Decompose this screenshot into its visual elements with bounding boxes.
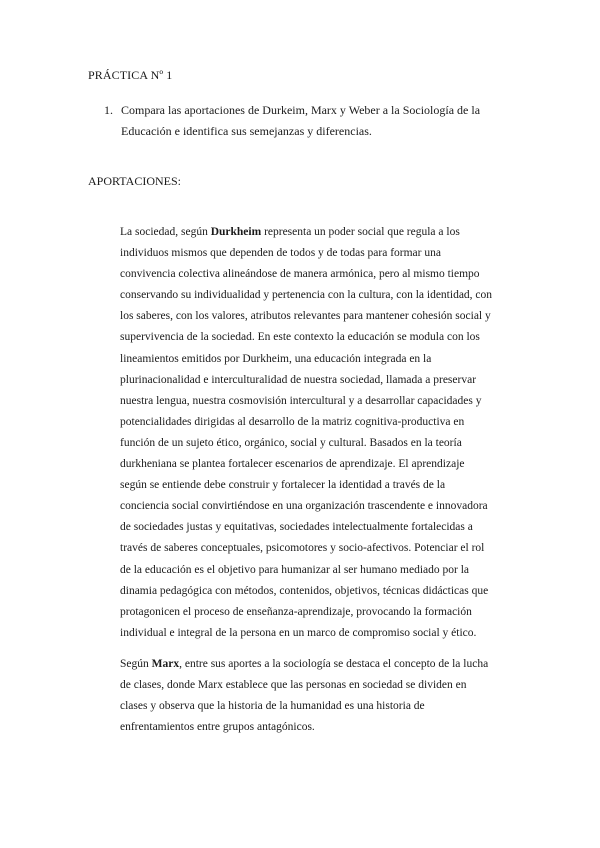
paragraph-line: enfrentamientos entre grupos antagónicos.: [120, 721, 315, 734]
paragraph-line: individual e integral de la persona en un marco de compromiso social y ético.: [120, 626, 477, 639]
question-text: [121, 100, 528, 142]
paragraph-line: [120, 222, 520, 243]
bold-name: Marx: [151, 658, 180, 670]
bold-name: Durkheim: [210, 226, 262, 238]
line-text: , entre sus aportes a la sociología se destaca el concepto de la lucha: [179, 658, 489, 670]
paragraph-line: conservando su individualidad y pertenencia con la cultura, con la identidad, con: [120, 289, 493, 302]
paragraph-line: lineamientos emitidos por Durkheim, una educación integrada en la: [120, 352, 432, 365]
paragraph-line: los saberes, con los valores, atributos relevantes para mantener cohesión social y: [120, 310, 491, 323]
line-text: representa un poder social que regula a los: [261, 226, 460, 238]
paragraph-line: clases y observa que la historia de la humanidad es una historia de: [120, 700, 425, 713]
page-title: PRÁCTICA Nº 1: [88, 68, 173, 82]
paragraph-line: durkheniana se plantea fortalecer escenarios de aprendizaje. El aprendizaje: [120, 458, 465, 471]
question-number: 1.: [104, 103, 113, 117]
paragraph-line: supervivencia de la sociedad. En este contexto la educación se modula con los: [120, 331, 480, 344]
paragraph-marx: [120, 654, 520, 738]
line-text: La sociedad, según: [120, 226, 211, 238]
paragraph-line: función de un sujeto ético, orgánico, social y cultural. Basados en la teoría: [120, 436, 462, 449]
paragraph-line: de la educación es el objetivo para humanizar al ser humano mediado por la: [120, 563, 470, 576]
paragraph-line: individuos mismos que dependen de todos y de todas para formar una: [120, 247, 441, 260]
paragraph-durkheim: [120, 222, 520, 644]
question-line: Compara las aportaciones de Durkeim, Marx y Weber a la Sociología de la: [121, 103, 481, 117]
question-item: [88, 100, 528, 142]
section-heading: APORTACIONES:: [88, 174, 181, 188]
paragraph-line: de clases, donde Marx establece que las personas en sociedad se dividen en: [120, 679, 467, 692]
paragraph-line: de sociedades justas y equitativas, sociedades intelectualmente fortalecidas a: [120, 521, 473, 534]
paragraph-line: convivencia colectiva alineándose de manera armónica, pero al mismo tiempo: [120, 268, 480, 281]
line-text: Según: [120, 658, 152, 670]
paragraph-line: protagonicen el proceso de enseñanza-aprendizaje, provocando la formación: [120, 605, 472, 618]
paragraph-line: plurinacionalidad e interculturalidad de nuestra sociedad, llamada a preservar: [120, 373, 477, 386]
paragraph-line: según se entiende debe construir y fortalecer la identidad a través de la: [120, 479, 446, 492]
question-line: Educación e identifica sus semejanzas y diferencias.: [121, 124, 372, 138]
paragraph-line: través de saberes conceptuales, psicomotores y socio-afectivos. Potenciar el rol: [120, 542, 485, 555]
paragraph-line: [120, 654, 520, 675]
paragraph-line: dinamia pedagógica con métodos, contenidos, objetivos, técnicas didácticas que: [120, 584, 489, 597]
paragraph-line: nuestra lengua, nuestra cosmovisión intercultural y a desarrollar capacidades y: [120, 394, 482, 407]
paragraph-line: potencialidades dirigidas al desarrollo de la matriz cognitiva-productiva en: [120, 415, 465, 428]
paragraph-line: conciencia social convirtiéndose en una organización trascendente e innovadora: [120, 500, 488, 513]
